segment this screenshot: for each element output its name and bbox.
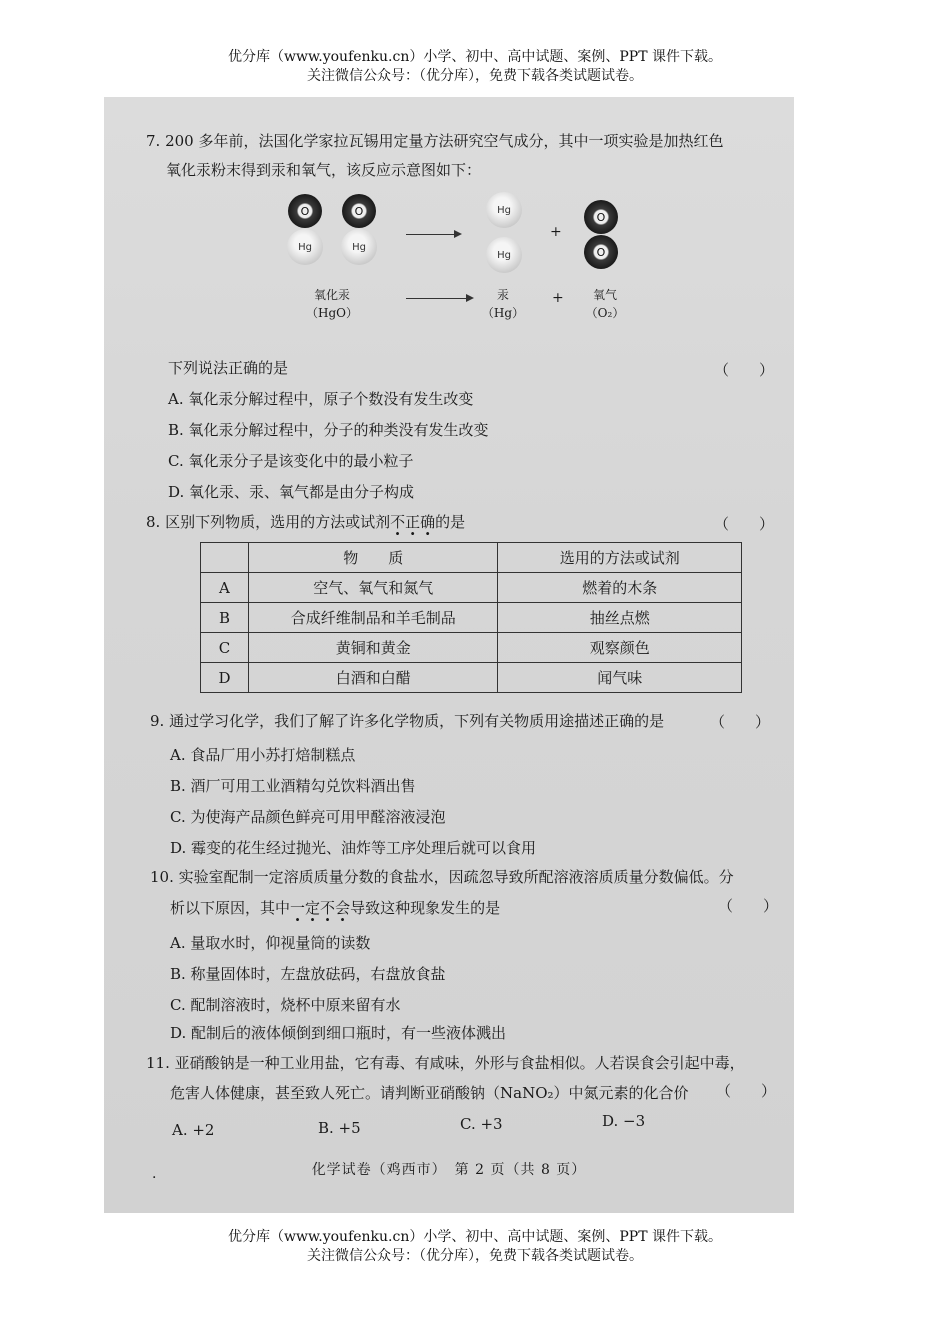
scanned-exam-page [104, 97, 794, 1213]
q10-emphasis-char: 定 [305, 899, 321, 917]
table-header-row [201, 543, 742, 573]
table-row [201, 573, 742, 603]
q9-option-b: B. 酒厂可用工业酒精勾兑饮料酒出售 [170, 777, 416, 795]
q10-line-2 [170, 897, 500, 918]
product1-formula: （Hg） [481, 306, 525, 320]
table-cell: 空气、氧气和氮气 [248, 573, 498, 603]
banner-line-2: 关注微信公众号：（优分库），免费下载各类试题试卷。 [307, 1248, 643, 1264]
mercury-atom: Hg [486, 192, 522, 228]
table-cell: 观察颜色 [498, 633, 742, 663]
table-row [201, 603, 742, 633]
q10-line-2-before: 析以下原因，其中 [170, 899, 291, 917]
banner-line-1: 优分库（www.youfenku.cn）小学、初中、高中试题、案例、PPT 课件下载。 [227, 1229, 722, 1245]
q7-answer-paren: （ ） [714, 361, 775, 379]
q9-stem: 9. 通过学习化学，我们了解了许多化学物质，下列有关物质用途描述正确的是 [150, 712, 665, 730]
table-cell: D [201, 663, 249, 693]
q11-option-b: B. +5 [318, 1119, 361, 1137]
q10-line-1: 10. 实验室配制一定溶质质量分数的食盐水，因疏忽导致所配溶液溶质质量分数偏低。分 [150, 868, 734, 886]
table-header-cell: 选用的方法或试剂 [498, 543, 742, 573]
q11-line-2: 危害人体健康，甚至致人死亡。请判断亚硝酸钠（NaNO₂）中氮元素的化合价 [170, 1084, 689, 1102]
q8-emphasis-char: 正 [405, 513, 421, 531]
reactant-name: 氧化汞 [313, 288, 350, 302]
plus-sign: + [552, 290, 564, 306]
q10-option-c: C. 配制溶液时，烧杯中原来留有水 [170, 996, 401, 1014]
q8-answer-paren: （ ） [714, 515, 775, 533]
table-cell: 闻气味 [498, 663, 742, 693]
q10-emphasis-char: 不 [320, 899, 336, 917]
mercury-atom: Hg [287, 229, 323, 265]
table-row [201, 663, 742, 693]
banner-line-1: 优分库（www.youfenku.cn）小学、初中、高中试题、案例、PPT 课件下载。 [227, 49, 722, 65]
table-cell: 燃着的木条 [498, 573, 742, 603]
table-cell: 抽丝点燃 [498, 603, 742, 633]
site-banner-top [0, 48, 950, 86]
q9-answer-paren: （ ） [710, 713, 771, 731]
reactant-formula: （HgO） [306, 306, 358, 320]
q9-option-d: D. 霉变的花生经过抛光、油炸等工序处理后就可以食用 [170, 839, 537, 857]
plus-sign: + [550, 224, 562, 240]
table-cell: A [201, 573, 249, 603]
product1-name: 汞 [496, 288, 509, 302]
table-cell: C [201, 633, 249, 663]
oxygen-atom: O [288, 194, 322, 228]
q11-option-a: A. +2 [172, 1121, 215, 1139]
q7-option-a: A. 氧化汞分解过程中，原子个数没有发生改变 [168, 390, 474, 408]
table-cell: B [201, 603, 249, 633]
q8-stem-before: 8. 区别下列物质，选用的方法或试剂 [146, 513, 391, 531]
q10-emphasis-char: 一 [290, 899, 306, 917]
product1-label [478, 286, 528, 322]
reaction-diagram [254, 192, 634, 332]
q10-option-b: B. 称量固体时，左盘放砝码，右盘放食盐 [170, 965, 446, 983]
q11-option-d: D. −3 [602, 1112, 646, 1130]
q8-table [200, 542, 742, 693]
oxygen-atom: O [342, 194, 376, 228]
reaction-arrow [406, 234, 460, 235]
q7-line-2: 氧化汞粉末得到汞和氧气，该反应示意图如下： [166, 161, 482, 179]
q7-option-b: B. 氧化汞分解过程中，分子的种类没有发生改变 [168, 421, 489, 439]
table-header-cell [201, 543, 249, 573]
q8-emphasis-char: 不 [390, 513, 406, 531]
table-header-cell: 物 质 [248, 543, 498, 573]
q8-stem [146, 511, 465, 532]
q11-answer-paren: （ ） [716, 1082, 777, 1100]
table-cell: 黄铜和黄金 [248, 633, 498, 663]
q7-option-d: D. 氧化汞、汞、氧气都是由分子构成 [168, 483, 415, 501]
q11-line-1: 11. 亚硝酸钠是一种工业用盐，它有毒、有咸味，外形与食盐相似。人若误食会引起中毒， [146, 1054, 745, 1072]
oxygen-atom: O [584, 200, 618, 234]
q7-line-1: 7. 200 多年前，法国化学家拉瓦锡用定量方法研究空气成分，其中一项实验是加热红色 [146, 132, 724, 150]
banner-line-2: 关注微信公众号：（优分库），免费下载各类试题试卷。 [307, 68, 643, 84]
q9-option-c: C. 为使海产品颜色鲜亮可用甲醛溶液浸泡 [170, 808, 446, 826]
stray-mark: · [152, 1170, 157, 1186]
q10-line-2-after: 导致这种现象发生的是 [350, 899, 501, 917]
q11-option-c: C. +3 [460, 1115, 503, 1133]
mercury-atom: Hg [341, 229, 377, 265]
page-footer: 化学试卷（鸡西市） 第 2 页（共 8 页） [311, 1162, 587, 1178]
q8-stem-after: 的是 [435, 513, 466, 531]
q10-option-a: A. 量取水时，仰视量筒的读数 [170, 934, 371, 952]
q9-option-a: A. 食品厂用小苏打焙制糕点 [170, 746, 356, 764]
product2-formula: （O₂） [585, 306, 625, 320]
q7-option-c: C. 氧化汞分子是该变化中的最小粒子 [168, 452, 414, 470]
reactant-label [292, 286, 372, 322]
q10-emphasis-char: 会 [335, 899, 351, 917]
q8-emphasis-char: 确 [420, 513, 436, 531]
table-cell: 合成纤维制品和羊毛制品 [248, 603, 498, 633]
q10-option-d: D. 配制后的液体倾倒到细口瓶时，有一些液体溅出 [170, 1024, 507, 1042]
product2-label [580, 286, 630, 322]
oxygen-atom: O [584, 235, 618, 269]
q10-answer-paren: （ ） [718, 897, 779, 915]
table-cell: 白酒和白醋 [248, 663, 498, 693]
mercury-atom: Hg [486, 237, 522, 273]
product2-name: 氧气 [592, 288, 617, 302]
site-banner-bottom [0, 1228, 950, 1266]
table-row [201, 633, 742, 663]
word-equation-arrow [406, 298, 472, 299]
q7-stem: 下列说法正确的是 [168, 359, 289, 377]
